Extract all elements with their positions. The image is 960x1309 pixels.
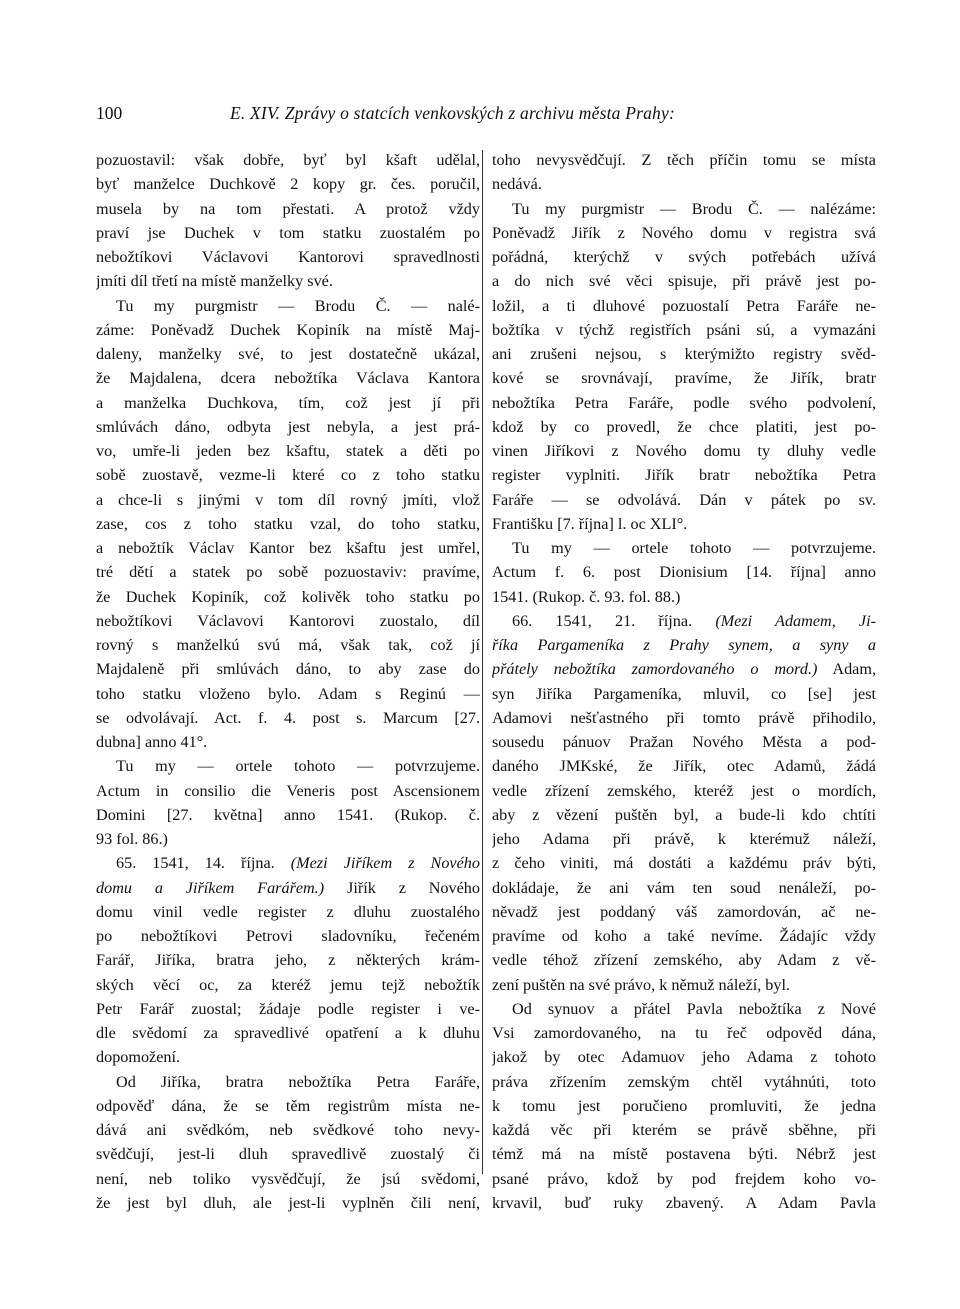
text-line (96, 391, 480, 415)
text-line-content: krvavil, buď ruky zbavený. A Adam Pavla (492, 1193, 876, 1212)
text-line-content: zení puštěn na své právo, k němuž náleží, byl. (492, 975, 791, 994)
text-line-content: Poněvadž Jiřík z Nového domu v registra svá (492, 223, 876, 242)
text-line-content: jmíti díl třetí na místě manželky své. (96, 272, 333, 291)
text-line-content: že jest byl dluh, ale jest-li vyplněn čili není, (96, 1193, 480, 1212)
text-line (96, 1167, 480, 1191)
italic-heading: domu a Jiříkem Farářem.) (96, 878, 325, 897)
text-line (96, 633, 480, 657)
text-line (492, 900, 876, 924)
text-line-content: toho statku vloženo bylo. Adam s Reginú — (96, 684, 480, 703)
text-line-content: každá věc při kterém se právě sběhne, při (492, 1121, 876, 1139)
text-line-content: rovný s manželkú svú má, však tak, což jí (96, 636, 480, 654)
text-line (492, 1191, 876, 1215)
italic-heading: (Mezi Jiříkem z Nového (290, 854, 480, 873)
text-line (492, 1118, 876, 1142)
text-line (96, 463, 480, 487)
text-line-content: zase, cos z toho statku vzal, do toho statku, (96, 514, 480, 533)
text-line-content: vinen Jiříkovi z Nového domu ty dluhy vedle (492, 442, 876, 460)
text-line (492, 827, 876, 851)
text-line (96, 754, 480, 778)
text-line-content: k tomu jest poručieno promluviti, že jedna (492, 1096, 876, 1115)
text-line (492, 148, 876, 172)
text-line-content: Od synuov a přátel Pavla nebožtíka z Nové (512, 999, 876, 1018)
text-line (96, 318, 480, 342)
italic-heading: (Mezi Adamem, Ji- (715, 611, 876, 630)
text-line (96, 924, 480, 948)
text-line-content: že Duchek Kopiník, což kolivěk toho statku po (96, 587, 480, 606)
text-line-content: Adamovi nešťastného při tomto právě přihodilo, (492, 708, 876, 727)
text-line (492, 633, 876, 657)
text-line-content: něvadž jest poddaný váš zamordován, ač ne- (492, 902, 876, 921)
text-line (96, 294, 480, 318)
left-column (96, 148, 480, 1215)
text-line (96, 221, 480, 245)
column-divider (482, 150, 483, 1174)
text-line (96, 585, 480, 609)
text-line-content: toho nevysvědčují. Z těch příčin tomu se místa (492, 151, 876, 169)
text-line (492, 609, 876, 633)
text-line-content: vo, umře-li jeden bez kšaftu, statek a děti po (96, 442, 480, 460)
text-line-content: daného JMKské, že Jiřík, otec Adamů, žádá (492, 757, 876, 776)
text-line-content: dopomožení. (96, 1048, 181, 1067)
text-line (96, 1118, 480, 1142)
text-line-content: Tu my purgmistr — Brodu Č. — nalé- (116, 296, 480, 315)
text-line-content: nedává. (492, 175, 542, 194)
text-line-content: práva zřízením zemským chtěl vytáhnúti, toto (492, 1072, 876, 1091)
text-line (492, 876, 876, 900)
text-line (492, 342, 876, 366)
text-line (492, 1021, 876, 1045)
text-line (492, 1045, 876, 1069)
text-line-content: sousedu pánuov Pražan Nového Města a pod- (492, 733, 876, 751)
text-line-content: témž má na místě postavena býti. Nébrž jest (492, 1145, 876, 1164)
text-line-content: jeho Adama při právě, k kterémuž náleží, (492, 830, 876, 848)
text-line (96, 1142, 480, 1166)
text-line (96, 1094, 480, 1118)
text-line (96, 172, 480, 196)
text-line-content: a nebožtík Václav Kantor bez kšaftu jest umřel, (96, 539, 480, 557)
text-line (96, 997, 480, 1021)
text-line (492, 1070, 876, 1094)
text-line-content: nebožtíkovi Václavovi Kantorovi spravedlnosti (96, 248, 480, 266)
text-line (492, 754, 876, 778)
text-line (492, 294, 876, 318)
text-line-content: domu vinil vedle register z dluhu zuostalého (96, 902, 480, 921)
text-line (492, 1167, 876, 1191)
text-line-content: ských věcí oc, za kteréž jemu tejž nebožtík (96, 975, 480, 994)
text-line-content: Domini [27. května] anno 1541. (Rukop. č. (96, 805, 480, 824)
text-line (96, 827, 480, 851)
text-line-content: Od Jiříka, bratra nebožtíka Petra Faráře, (116, 1072, 480, 1091)
text-line-content: Actum in consilio die Veneris post Ascensionem (96, 781, 480, 800)
text-line (492, 172, 876, 196)
text-line (492, 657, 876, 681)
text-line (492, 318, 876, 342)
text-line (96, 1045, 480, 1069)
text-line-content: Farář, Jiříka, bratra jeho, z některých krám- (96, 951, 480, 970)
text-line-content: psané právo, kdož by pod frejdem koho vo- (492, 1169, 876, 1188)
text-line (96, 948, 480, 972)
text-line-content: syn Jiříka Pargameníka, mluvil, co [se] jest (492, 684, 876, 703)
text-line (492, 366, 876, 390)
text-line (96, 197, 480, 221)
text-line-content: register vyplniti. Jiřík bratr nebožtíka Petra (492, 466, 876, 485)
text-line-content: Tu my — ortele tohoto — potvrzujeme. (116, 757, 480, 776)
text-line (96, 706, 480, 730)
page-number: 100 (96, 103, 123, 123)
text-line (492, 512, 876, 536)
text-line (96, 439, 480, 463)
text-line-content: sobě zuostavě, vezme-li které co z toho statku (96, 466, 480, 485)
text-line (492, 463, 876, 487)
text-line-content: Tu my — ortele tohoto — potvrzujeme. (512, 539, 876, 557)
text-line-content: a manželka Duchkova, tím, což jest jí při (96, 393, 480, 412)
text-line-content: a chce-li s jinými v tom díl rovný jmíti, vlož (96, 490, 480, 509)
text-line (96, 1191, 480, 1215)
text-line-content: po nebožtíkovi Petrovi sladovníku, řečeném (96, 927, 480, 945)
text-line-content: ložil, a ti dluhové pozuostalí Petra Faráře ne- (492, 296, 876, 315)
text-line (492, 439, 876, 463)
text-line-content: Adam, (817, 660, 876, 679)
text-line (96, 609, 480, 633)
text-line (96, 657, 480, 681)
text-line (492, 391, 876, 415)
text-line (96, 560, 480, 584)
text-line-content: Františku [7. října] l. oc XLI°. (492, 514, 688, 533)
text-line (492, 851, 876, 875)
text-line (96, 342, 480, 366)
text-line (96, 973, 480, 997)
text-line (492, 924, 876, 948)
text-line-content: pořádná, kterýchž v svých potřebách užívá (492, 248, 876, 266)
text-line-content: nebožtíkovi Václavovi Kantorovi zuostalo, díl (96, 611, 480, 630)
text-line-content: dle svědomí za spravedlivé opatření a k dluhu (96, 1024, 480, 1042)
text-line-content: Majdaleně při smlúvách dáno, to aby zase do (96, 660, 480, 679)
text-line (492, 221, 876, 245)
text-line (492, 197, 876, 221)
text-line-content: nebožtíka Petra Faráře, podle svého podvolení, (492, 393, 876, 412)
text-line-content: smlúvách dáno, odbyta jest nebyla, a jest prá- (96, 417, 480, 436)
text-line (492, 730, 876, 754)
text-line (96, 803, 480, 827)
text-line-content: záme: Poněvadž Duchek Kopiník na místě Maj- (96, 320, 480, 339)
text-line (96, 876, 480, 900)
text-line (492, 682, 876, 706)
text-line-content: božtíka v týchž registřích psáni sú, a vymazáni (492, 320, 876, 339)
text-line (96, 730, 480, 754)
text-line-content: že Majdalena, dcera nebožtíka Václava Kantora (96, 369, 480, 388)
text-line (492, 536, 876, 560)
text-line (492, 1142, 876, 1166)
text-line (492, 415, 876, 439)
text-line (492, 1094, 876, 1118)
text-line (492, 488, 876, 512)
text-line (96, 415, 480, 439)
text-line (492, 973, 876, 997)
italic-heading: říka Pargameníka z Prahy synem, a syny a (492, 636, 876, 654)
text-line (96, 1021, 480, 1045)
text-line (96, 512, 480, 536)
text-line (492, 269, 876, 293)
text-line-content: jakož by otec Adamuov jeho Adama z tohoto (492, 1048, 876, 1067)
text-line-content: kdož by co provedl, že chce platiti, jest po- (492, 417, 876, 436)
text-line-content: Jiřík z Nového (324, 878, 480, 897)
text-line-content: daleny, manželky své, to jest dostatečně ukázal, (96, 345, 480, 363)
text-line-content: pravíme od koho a také nevíme. Žádajíc vždy (492, 927, 876, 945)
text-line (96, 851, 480, 875)
text-line (492, 779, 876, 803)
text-line (492, 560, 876, 584)
text-line (96, 779, 480, 803)
text-line-content: pozuostavil: však dobře, byť byl kšaft udělal, (96, 151, 480, 169)
text-line-content: 65. 1541, 14. října. (116, 854, 291, 873)
text-line (96, 682, 480, 706)
text-line (492, 997, 876, 1021)
text-line-content: kové se srovnávají, pravíme, že Jiřík, bratr (492, 369, 876, 388)
text-line-content: musela by na tom přestati. A protož vždy (96, 199, 480, 218)
text-line-content: dokládaje, že ani vám ten soud nenáleží, po- (492, 878, 876, 897)
text-line (96, 245, 480, 269)
text-line-content: vedle téhož zřízení zemského, aby Adam z vě- (492, 951, 876, 970)
right-column (492, 148, 876, 1215)
text-line-content: praví jse Duchek v tom statku zuostalém po (96, 223, 480, 242)
text-line (96, 366, 480, 390)
text-line-content: Petr Farář zuostal; žádaje podle register i ve- (96, 999, 480, 1018)
text-line (492, 948, 876, 972)
text-line (96, 900, 480, 924)
text-line-content: svědčují, jest-li dluh spravedlivě zuostalý či (96, 1145, 480, 1164)
text-line-content: není, neb toliko vysvědčují, že jsú svědomi, (96, 1169, 480, 1188)
italic-heading: přátely nebožtíka zamordovaného o mord.) (492, 660, 818, 679)
text-line-content: ani zrušeni nejsou, s kterýmižto registry svěd- (492, 345, 876, 363)
text-line-content: z čeho viniti, má dostáti a každému práv býti, (492, 854, 876, 873)
text-line-content: vedle zřízení zemského, kteréž jest o mordích, (492, 781, 876, 800)
running-head (96, 100, 872, 126)
text-line-content: 93 fol. 86.) (96, 830, 168, 848)
text-line-content: aby z vězení puštěn byl, a bude-li kdo chtíti (492, 805, 876, 824)
text-line (492, 803, 876, 827)
text-line-content: odpověď dána, že se těm registrům místa ne- (96, 1096, 480, 1115)
text-line-content: a do nich své věci spisuje, při právě jest po- (492, 272, 876, 291)
text-line-content: Vsi zamordovaného, na tu řeč odpověd dána, (492, 1024, 876, 1042)
text-line (492, 706, 876, 730)
text-line-content: byť manželce Duchkově 2 kopy gr. čes. poručil, (96, 175, 480, 194)
text-line-content: dává ani svědkóm, neb svědkové toho nevy- (96, 1121, 480, 1139)
text-line-content: Faráře — se odvolává. Dán v pátek po sv. (492, 490, 876, 509)
text-line (492, 585, 876, 609)
text-line (492, 245, 876, 269)
text-line-content: tré dětí a statek po sobě pozuostaviv: pravíme, (96, 563, 480, 582)
text-line-content: dubna] anno 41°. (96, 733, 208, 751)
text-line-content: se odvolávají. Act. f. 4. post s. Marcum [27. (96, 708, 480, 727)
text-line (96, 488, 480, 512)
text-line (96, 148, 480, 172)
running-title: E. XIV. Zprávy o statcích venkovských z archivu města Prahy: (230, 103, 675, 123)
text-line (96, 536, 480, 560)
text-line (96, 1070, 480, 1094)
text-line-content: 1541. (Rukop. č. 93. fol. 88.) (492, 587, 681, 606)
text-line-content: 66. 1541, 21. října. (512, 611, 716, 630)
text-line-content: Actum f. 6. post Dionisium [14. října] anno (492, 563, 876, 582)
text-line-content: Tu my purgmistr — Brodu Č. — nalézáme: (512, 199, 876, 218)
text-line (96, 269, 480, 293)
